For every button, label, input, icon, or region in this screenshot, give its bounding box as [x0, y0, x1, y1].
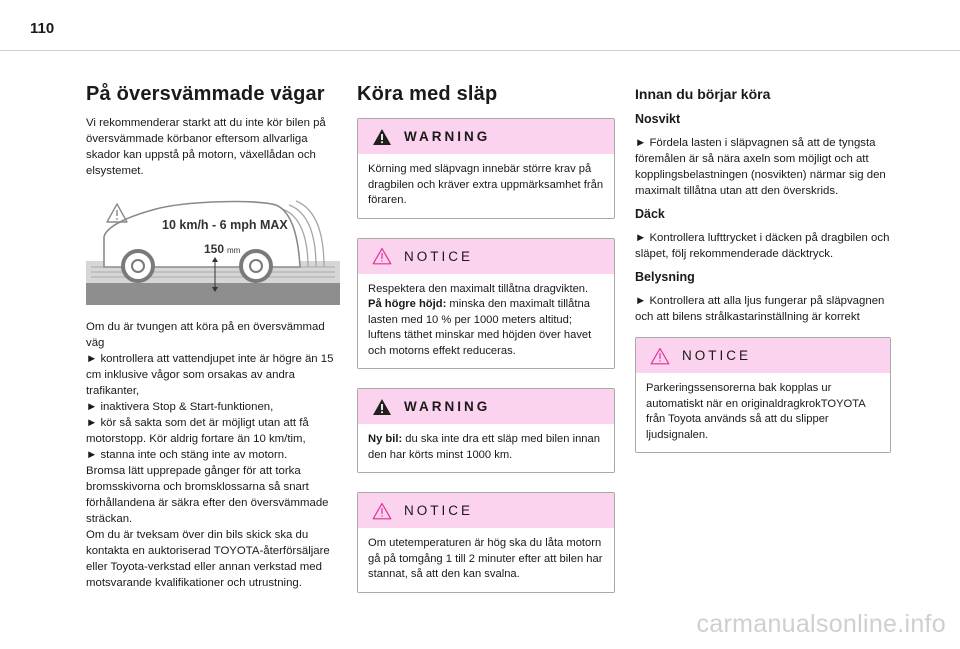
section-text-belysning: ► Kontrollera att alla ljus fungerar på släpvagnen och att bilens strålkastarinställning är korrekt	[635, 295, 885, 323]
notice-box-parking-sensors	[635, 337, 891, 453]
warning-text: Körning med släpvagn innebär större krav på dragbilen och kräver extra uppmärksamhet från föraren.	[368, 163, 604, 206]
flooded-roads-body-5: Bromsa lätt upprepade gånger för att torka bromsskivorna och bromsklossarna så snart förhållandena är säkra efter den översvämmade sträckan.	[86, 465, 329, 525]
notice-text: Parkeringssensorerna bak kopplas ur automatiskt när en originaldragkrokTOYOTA från Toyota används så att du slipper ljudsignalen.	[646, 382, 866, 441]
warning-label: WARNING	[404, 129, 491, 144]
flooded-roads-body-1: ► kontrollera att vattendjupet inte är högre än 15 cm inklusive vågor som orsakas av andra trafikanter,	[86, 353, 334, 397]
section-heading-belysning: Belysning	[635, 270, 695, 284]
flooded-roads-body-6: Om du är tveksam över din bils skick ska du kontakta en auktoriserad TOYOTA-återförsäljare eller Toyota-verkstad eller annan verkstad med motsvarande kvalifikationer och utrustning.	[86, 529, 330, 589]
flooded-roads-title: På översvämmade vägar	[86, 83, 325, 105]
notice-icon	[372, 502, 392, 520]
notice-label: NOTICE	[404, 503, 474, 518]
new-car-bold: Ny bil:	[368, 433, 403, 445]
notice-text-b: minska den maximalt tillåtna lasten med 10 % per 1000 meters altitud; luftens täthet minskar med höjden över havet och motorns effekt reduceras.	[368, 298, 592, 357]
notice-text-a: Respektera den maximalt tillåtna dragvikten.	[368, 282, 589, 295]
warning-icon	[372, 398, 392, 416]
flooded-roads-body-2: ► inaktivera Stop & Start-funktionen,	[86, 401, 274, 413]
warning-box	[357, 118, 615, 219]
section-text-nosvikt: ► Fördela lasten i släpvagnen så att de tyngsta föremålen är så nära axeln som möjligt och att kopplingsbelastningen (nosvikten) närmar sig den maximalt tillåtna utan att den överskrids.	[635, 137, 886, 197]
notice-box-temperature	[357, 492, 615, 593]
notice-label: NOTICE	[682, 348, 752, 363]
section-heading-dack: Däck	[635, 207, 665, 221]
warning-icon	[372, 128, 392, 146]
notice-bold-b: På högre höjd:	[368, 298, 447, 310]
site-watermark: carmanualsonline.info	[696, 610, 946, 638]
before-driving-title: Innan du börjar köra	[635, 86, 771, 102]
notice-text: Om utetemperaturen är hög ska du låta motorn gå på tomgång 1 till 2 minuter efter att bilen har stannat, så att den kan svalna.	[368, 537, 603, 580]
page-number: 110	[30, 20, 55, 37]
notice-icon	[372, 247, 392, 265]
flooded-roads-column	[86, 83, 340, 591]
new-car-text: du ska inte dra ett släp med bilen innan den har körts minst 1000 km.	[368, 433, 600, 461]
flooded-roads-body-4: ► stanna inte och stäng inte av motorn.	[86, 449, 288, 461]
section-heading-nosvikt: Nosvikt	[635, 112, 681, 126]
notice-icon	[650, 347, 670, 365]
towing-column	[357, 83, 615, 612]
depth-unit-label: mm	[227, 246, 241, 255]
flooded-roads-body-0: Om du är tvungen att köra på en översvämmad väg	[86, 321, 325, 349]
warning-label: WARNING	[404, 399, 491, 414]
flooded-road-illustration	[86, 197, 340, 305]
depth-value-label: 150	[204, 242, 225, 256]
notice-box	[357, 238, 615, 370]
section-text-dack: ► Kontrollera lufttrycket i däcken på dragbilen och släpet, följ rekommenderade däcktryck.	[635, 232, 890, 260]
notice-label: NOTICE	[404, 248, 474, 264]
notice-text	[358, 274, 614, 369]
warning-box-new-car	[357, 388, 615, 473]
speed-limit-label: 10 km/h - 6 mph MAX	[162, 218, 288, 232]
towing-title: Köra med släp	[357, 83, 498, 105]
flooded-roads-body-3: ► kör så sakta som det är möjligt utan att få motorstopp. Kör aldrig fortare än 10 km/tim,	[86, 417, 309, 445]
warning-text	[358, 424, 614, 472]
flooded-roads-intro: Vi rekommenderar starkt att du inte kör bilen på översvämmade körbanor eftersom allvarliga skador kan uppstå på motorn, växellådan och elsystemet.	[86, 117, 326, 177]
header-divider	[0, 50, 960, 51]
before-driving-column	[635, 83, 891, 472]
